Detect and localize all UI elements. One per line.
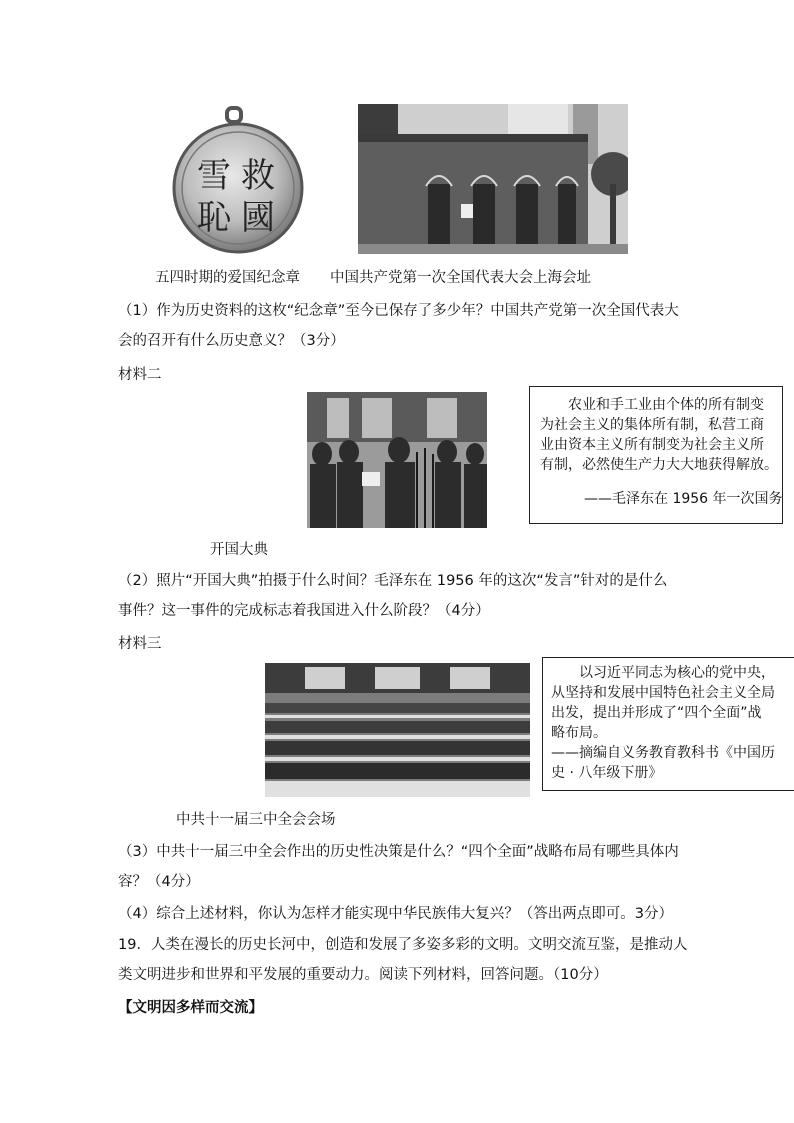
question-1-line-2: 会的召开有什么历史意义？（3分）: [118, 333, 345, 349]
question-1-line-1: （1）作为历史资料的这枚“纪念章”至今已保存了多少年？中国共产党第一次全国代表大: [118, 303, 679, 319]
third-plenum-caption: 中共十一届三中全会会场: [176, 812, 336, 828]
question-2-line-1: （2）照片“开国大典”拍摄于什么时间？毛泽东在 1956 年的这次“发言”针对的是什么: [118, 573, 668, 589]
founding-ceremony-caption: 开国大典: [210, 542, 268, 558]
mao-quote-source: ——毛泽东在 1956 年一次国务: [584, 491, 783, 507]
question-4-line-1: （4）综合上述材料，你认为怎样才能实现中华民族伟大复兴？（答出两点即可。3分）: [118, 906, 673, 922]
xi-quote-line-5: ——摘编自义务教育教科书《中国历: [551, 745, 775, 761]
question-2-line-2: 事件？这一事件的完成标志着我国进入什么阶段？（4分）: [118, 603, 490, 619]
mao-quote-line-3: 业由资本主义所有制变为社会主义所: [540, 437, 764, 453]
badge-char-jiu: 救: [241, 156, 275, 196]
xi-quote-line-6: 史 · 八年级下册》: [551, 765, 663, 781]
mao-quote-box: [529, 386, 783, 524]
material-2-label: 材料二: [118, 367, 162, 383]
founding-ceremony-photo: [307, 392, 487, 528]
badge-char-guo: 國: [241, 198, 275, 238]
material-3-label: 材料三: [118, 636, 162, 652]
xi-quote-line-4: 略布局。: [551, 725, 607, 741]
mao-quote-line-1: 农业和手工业由个体的所有制变: [568, 397, 764, 413]
patriotic-badge-image: [165, 106, 315, 256]
question-19-line-1: 19．人类在漫长的历史长河中，创造和发展了多姿多彩的文明。文明交流互鉴，是推动人: [118, 937, 688, 953]
question-3-line-1: （3）中共十一届三中全会作出的历史性决策是什么？“四个全面”战略布局有哪些具体内: [118, 844, 679, 860]
section-heading: 【文明因多样而交流】: [118, 1000, 263, 1016]
xi-quote-line-1: 以习近平同志为核心的党中央，: [579, 665, 775, 681]
badge-caption: 五四时期的爱国纪念章: [155, 270, 300, 286]
xi-quote-line-2: 从坚持和发展中国特色社会主义全局: [551, 685, 775, 701]
badge-char-xue: 雪: [197, 156, 231, 196]
xi-quote-box: [542, 657, 794, 791]
first-congress-site-photo: [358, 104, 628, 254]
badge-char-chi: 恥: [197, 198, 231, 238]
mao-quote-line-2: 为社会主义的集体所有制，私营工商: [540, 417, 764, 433]
question-19-line-2: 类文明进步和世界和平发展的重要动力。阅读下列材料，回答问题。（10分）: [118, 967, 608, 983]
question-3-line-2: 容？（4分）: [118, 874, 200, 890]
mao-quote-line-4: 有制，必然使生产力大大地获得解放。: [540, 457, 778, 473]
third-plenum-photo: [265, 663, 530, 797]
xi-quote-line-3: 出发，提出并形成了“四个全面”战: [551, 705, 762, 721]
congress-site-caption: 中国共产党第一次全国代表大会上海会址: [330, 270, 591, 286]
